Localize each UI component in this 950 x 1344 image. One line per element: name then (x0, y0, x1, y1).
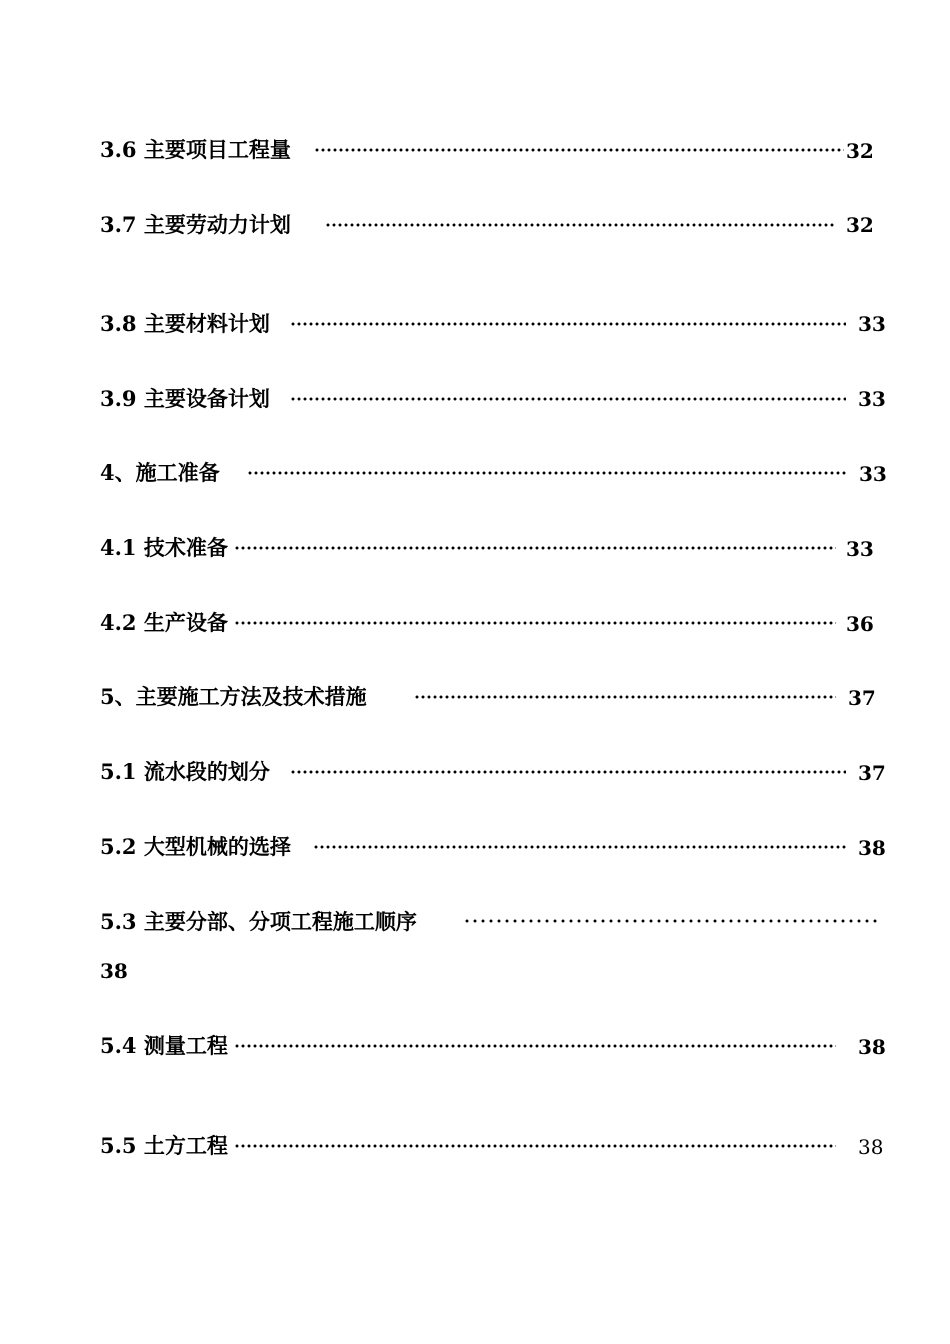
toc-leader-dots (463, 919, 881, 923)
toc-page-number: 38 (858, 1035, 886, 1059)
toc-page-number: 38 (858, 1135, 884, 1159)
toc-entry-5-1[interactable]: 5.1 流水段的划分 (100, 759, 270, 784)
toc-page-number: 37 (858, 761, 886, 785)
toc-leader-dots (314, 148, 844, 152)
toc-page-number: 38 (100, 959, 128, 983)
toc-page-number: 37 (848, 686, 876, 710)
toc-entry-4-1[interactable]: 4.1 技术准备 (100, 535, 228, 560)
toc-entry-4[interactable]: 4、施工准备 (100, 460, 220, 485)
toc-leader-dots (234, 546, 836, 550)
toc-page-number: 33 (858, 312, 886, 336)
toc-page-number: 33 (846, 537, 874, 561)
toc-page-number: 33 (859, 462, 887, 486)
toc-entry-5-4[interactable]: 5.4 测量工程 (100, 1033, 228, 1058)
toc-page-number: 33 (858, 387, 886, 411)
toc-entry-5-5[interactable]: 5.5 土方工程 (100, 1133, 228, 1158)
toc-leader-dots (313, 845, 846, 849)
toc-entry-3-7[interactable]: 3.7 主要劳动力计划 (100, 212, 291, 237)
toc-page-number: 36 (846, 612, 874, 636)
toc-leader-dots (234, 621, 836, 625)
toc-entry-5-2[interactable]: 5.2 大型机械的选择 (100, 834, 291, 859)
toc-page-number: 38 (858, 836, 886, 860)
toc-leader-dots (234, 1044, 836, 1048)
toc-leader-dots (414, 695, 836, 699)
toc-page-number: 32 (846, 139, 874, 163)
toc-leader-dots (247, 471, 847, 475)
toc-entry-3-9[interactable]: 3.9 主要设备计划 (100, 386, 270, 411)
toc-entry-3-6[interactable]: 3.6 主要项目工程量 (100, 137, 291, 162)
toc-leader-dots (290, 322, 846, 326)
toc-page-number: 32 (846, 213, 874, 237)
toc-leader-dots (234, 1144, 836, 1148)
toc-entry-4-2[interactable]: 4.2 生产设备 (100, 610, 228, 635)
toc-entry-5-3[interactable]: 5.3 主要分部、分项工程施工顺序 (100, 909, 417, 934)
toc-leader-dots (290, 770, 846, 774)
toc-entry-3-8[interactable]: 3.8 主要材料计划 (100, 311, 270, 336)
toc-leader-dots (325, 223, 835, 227)
toc-leader-dots (290, 397, 846, 401)
toc-entry-5[interactable]: 5、主要施工方法及技术措施 (100, 684, 367, 709)
